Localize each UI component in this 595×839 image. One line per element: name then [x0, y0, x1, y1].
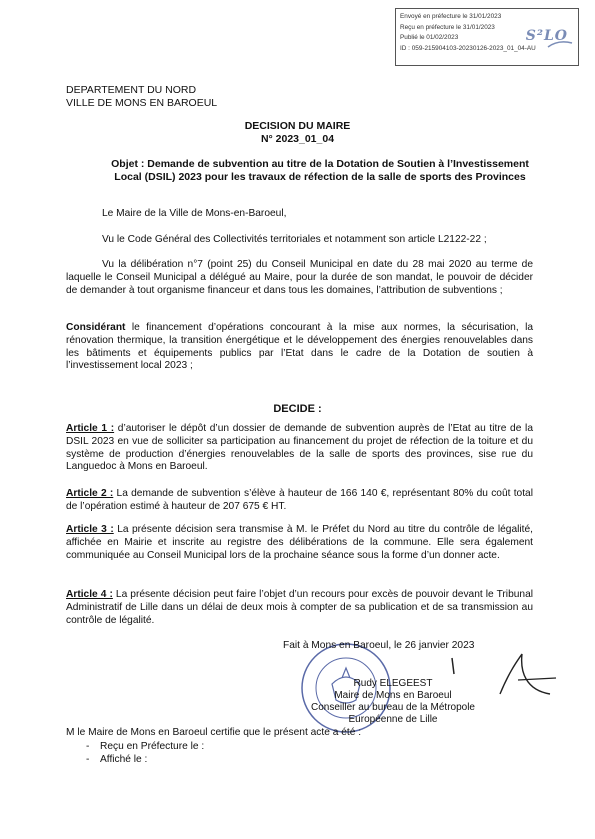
article-1-label: Article 1 :: [66, 423, 115, 434]
article-4-label: Article 4 :: [66, 589, 113, 600]
city-name: VILLE DE MONS EN BAROEUL: [66, 97, 218, 110]
s2lo-logo: S²LO: [525, 28, 568, 44]
signatory-role-metropole: Conseiller au bureau de la Métropole: [311, 702, 475, 713]
article-1: [66, 423, 533, 474]
article-4: [66, 589, 533, 627]
dash-bullet-icon: -: [86, 741, 90, 752]
article-3-label: Article 3 :: [66, 524, 114, 535]
dash-bullet-icon: -: [86, 754, 90, 765]
decide-heading: DECIDE :: [273, 403, 322, 415]
department-name: DEPARTEMENT DU NORD: [66, 84, 197, 96]
article-3-text: La présente décision sera transmise à M. le Préfet du Nord au titre du contrôle de légalité, affichée en Mairie et inscrite au registre des délibérations de la commune. Elle sera également communiquée au Conseil Municipal lors de la prochaine séance sous la forme d’un donner acte.: [66, 524, 533, 561]
prefecture-stamp: [395, 8, 579, 66]
article-2: [66, 488, 533, 514]
article-2-text: La demande de subvention s’élève à hauteur de 166 140 €, représentant 80% du coût total de l’opération estimé à hauteur de 207 675 € HT.: [66, 488, 533, 512]
article-3: [66, 524, 533, 562]
stamp-id-line: ID : 059-215904103-20230126-2023_01_04-AU: [400, 44, 536, 52]
stamp-received-line: Reçu en préfecture le 31/01/2023: [400, 23, 495, 31]
considering-paragraph: [66, 322, 533, 373]
objet-paragraph: Objet : Demande de subvention au titre de la Dotation de Soutien à l’Investissement Local (DSIL) 2023 pour les travaux de réfection de la salle de sports des Provinces: [111, 158, 529, 184]
certification-received: Reçu en Préfecture le :: [100, 741, 205, 752]
s2lo-swoosh-icon: [546, 39, 574, 49]
certification-intro: M le Maire de Mons en Baroeul certifie que le présent acte a été :: [66, 727, 362, 738]
signatory-block: [308, 678, 478, 726]
signatory-name: Rudy ELEGEEST: [353, 678, 433, 689]
considering-label: Considérant: [66, 322, 126, 333]
letterhead: [66, 84, 217, 110]
mayor-intro: Le Maire de la Ville de Mons-en-Baroeul,: [102, 208, 287, 219]
article-4-text: La présente décision peut faire l’objet d’un recours pour excès de pouvoir devant le Tribunal Administratif de Lille dans un délai de deux mois à compter de sa publication et de sa transmission au contrôle de légalité.: [66, 589, 533, 626]
article-1-text: d’autoriser le dépôt d’un dossier de demande de subvention auprès de l’Etat au titre de la DSIL 2023 en vue de solliciter sa participation au financement du projet de réfection de la toiture et du système de production d’énergies renouvelables de la salle de sports des provinces, sise rue du Languedoc à Mons en Baroeul.: [66, 423, 533, 473]
decision-title: DECISION DU MAIRE: [244, 120, 351, 132]
decision-heading: [0, 120, 595, 146]
article-2-label: Article 2 :: [66, 488, 114, 499]
signatory-role-lille: Européenne de Lille: [348, 714, 438, 725]
signatory-role-mayor: Maire de Mons en Baroeul: [334, 690, 452, 701]
list-item: [86, 741, 204, 754]
signed-at: Fait à Mons en Baroeul, le 26 janvier 2023: [283, 640, 475, 651]
deliberation-paragraph: Vu la délibération n°7 (point 25) du Conseil Municipal en date du 28 mai 2020 au terme de laquelle le Conseil Municipal a délégué au Maire, pour la durée de son mandat, le pouvoir de décider de demander à tout organisme financeur et dans tous les domaines, l’attribution de subventions ;: [66, 259, 533, 296]
certification-list: [86, 741, 204, 767]
decision-number: N° 2023_01_04: [260, 133, 335, 146]
list-item: [86, 754, 204, 767]
considering-text: le financement d’opérations concourant à la mise aux normes, la sécurisation, la rénovation thermique, la transition énergétique et le développement des énergies renouvelables dans les bâtiments et équipements publics par l’Etat dans le cadre de la Dotation de soutien à l’investissement local 2023 ;: [66, 322, 533, 372]
certification-posted: Affiché le :: [100, 754, 148, 765]
stamp-sent-line: Envoyé en préfecture le 31/01/2023: [400, 13, 502, 20]
stamp-published-line: Publié le 01/02/2023: [400, 34, 459, 41]
code-reference: Vu le Code Général des Collectivités territoriales et notamment son article L2122-22 ;: [102, 234, 487, 245]
